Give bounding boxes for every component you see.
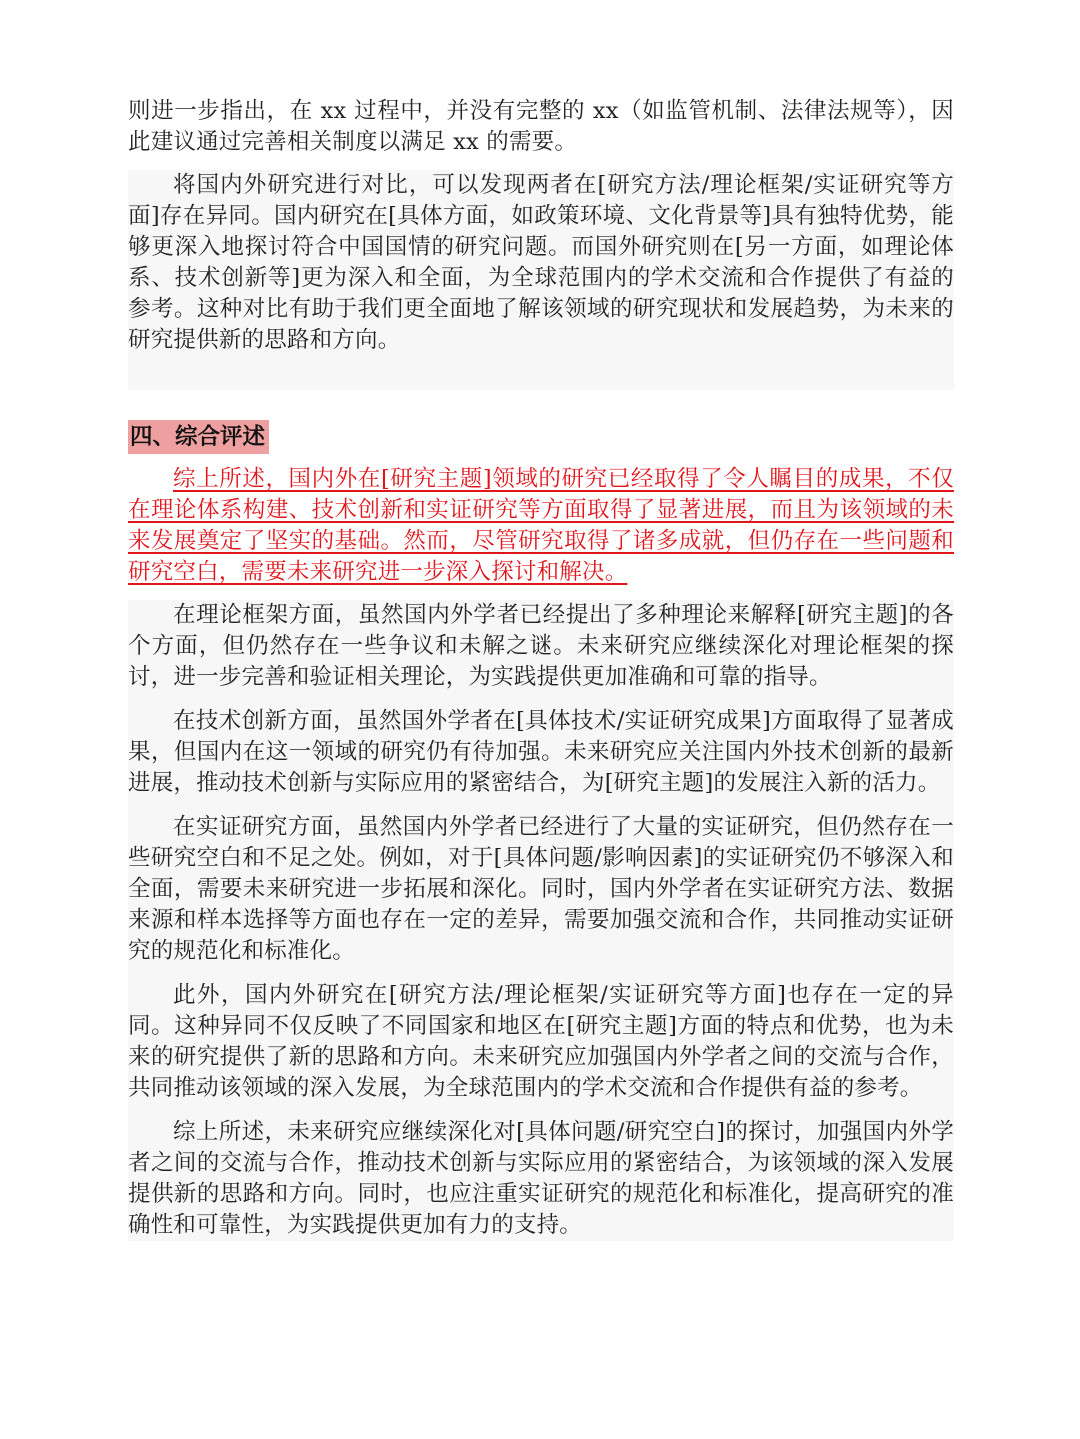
intro-paragraph: 则进一步指出，在 xx 过程中，并没有完整的 xx（如监管机制、法律法规等），因此建议通过完善相关制度以满足 xx 的需要。 — [128, 98, 954, 155]
comparison-block — [128, 170, 954, 390]
empirical-research-paragraph: 在实证研究方面，虽然国内外学者已经进行了大量的实证研究，但仍然存在一些研究空白和不足之处。例如，对于[具体问题/影响因素]的实证研究仍不够深入和全面，需要未来研究进一步拓展和深化。同时，国内外学者在实证研究方法、数据来源和样本选择等方面也存在一定的差异，需要加强交流和合作，共同推动实证研究的规范化和标准化。 — [128, 814, 954, 964]
document-page — [128, 96, 954, 1254]
technology-innovation-paragraph: 在技术创新方面，虽然国外学者在[具体技术/实证研究成果]方面取得了显著成果，但国内在这一领域的研究仍有待加强。未来研究应关注国内外技术创新的最新进展，推动技术创新与实际应用的紧密结合，为[研究主题]的发展注入新的活力。 — [128, 708, 954, 796]
section-heading-wrapper — [128, 420, 954, 454]
conclusion-paragraph: 综上所述，未来研究应继续深化对[具体问题/研究空白]的探讨，加强国内外学者之间的交流与合作，推动技术创新与实际应用的紧密结合，为该领域的深入发展提供新的思路和方向。同时，也应注重实证研究的规范化和标准化，提高研究的准确性和可靠性，为实践提供更加有力的支持。 — [128, 1119, 954, 1238]
review-body — [128, 600, 954, 1241]
comparison-paragraph: 将国内外研究进行对比，可以发现两者在[研究方法/理论框架/实证研究等方面]存在异同。国内研究在[具体方面，如政策环境、文化背景等]具有独特优势，能够更深入地探讨符合中国国情的研究问题。而国外研究则在[另一方面，如理论体系、技术创新等]更为深入和全面，为全球范围内的学术交流和合作提供了有益的参考。这种对比有助于我们更全面地了解该领域的研究现状和发展趋势，为未来的研究提供新的思路和方向。 — [128, 172, 954, 353]
section-heading: 四、综合评述 — [128, 420, 269, 454]
highlighted-summary-paragraph: 综上所述，国内外在[研究主题]领域的研究已经取得了令人瞩目的成果，不仅在理论体系构建、技术创新和实证研究等方面取得了显著进展，而且为该领域的未来发展奠定了坚实的基础。然而，尽管研究取得了诸多成就，但仍存在一些问题和研究空白，需要未来研究进一步深入探讨和解决。 — [128, 466, 954, 585]
differences-paragraph: 此外，国内外研究在[研究方法/理论框架/实证研究等方面]也存在一定的异同。这种异同不仅反映了不同国家和地区在[研究主题]方面的特点和优势，也为未来的研究提供了新的思路和方向。未来研究应加强国内外学者之间的交流与合作，共同推动该领域的深入发展，为全球范围内的学术交流和合作提供有益的参考。 — [128, 982, 954, 1101]
theory-framework-paragraph: 在理论框架方面，虽然国内外学者已经提出了多种理论来解释[研究主题]的各个方面，但仍然存在一些争议和未解之谜。未来研究应继续深化对理论框架的探讨，进一步完善和验证相关理论，为实践提供更加准确和可靠的指导。 — [128, 602, 954, 690]
